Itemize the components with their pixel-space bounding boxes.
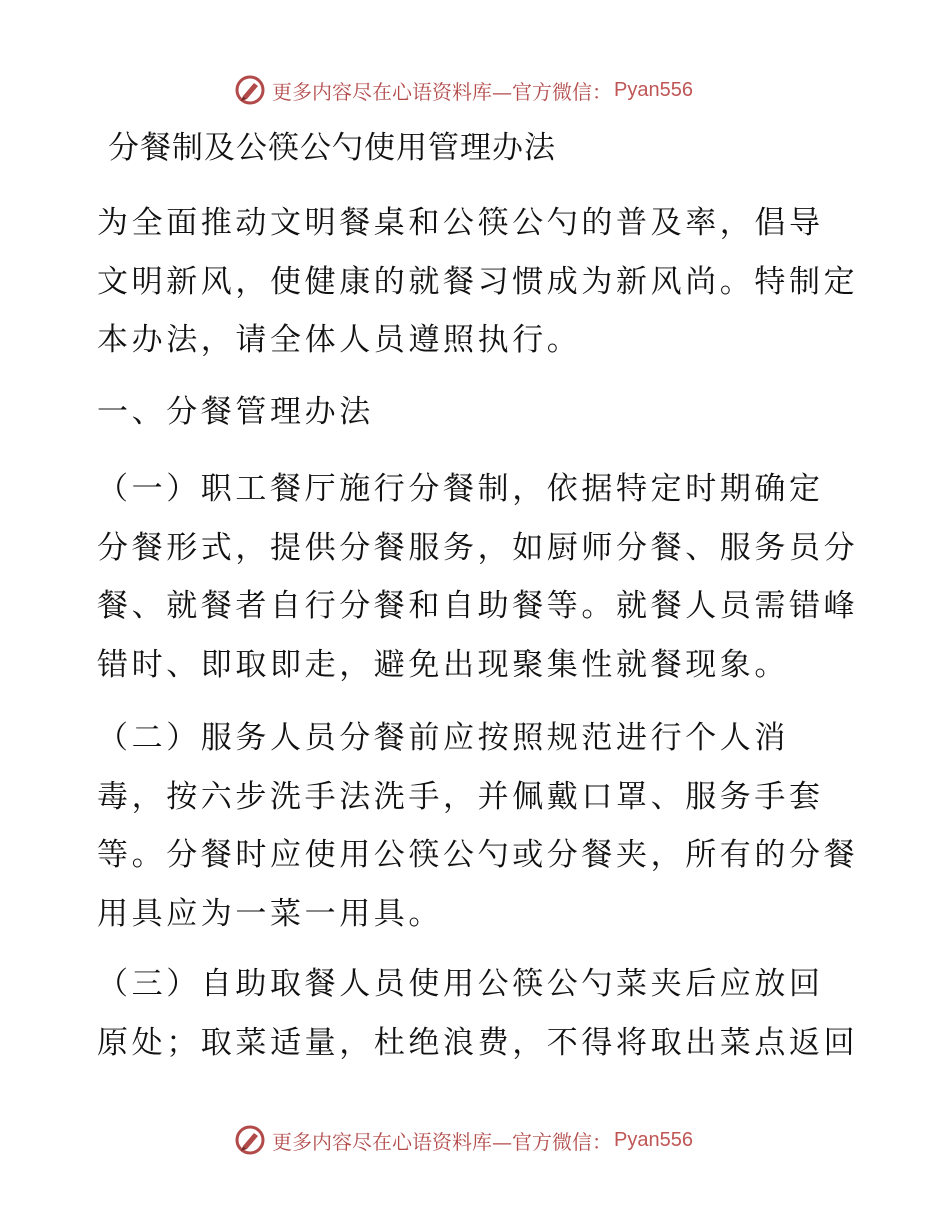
clause-line: （二）服务人员分餐前应按照规范进行个人消 xyxy=(97,720,789,756)
section-heading-text: 一、分餐管理办法 xyxy=(97,394,374,430)
clause-line: （一）职工餐厅施行分餐制，依据特定时期确定 xyxy=(97,471,824,507)
watermark-text: 更多内容尽在心语资料库—官方微信： xyxy=(272,79,612,104)
intro-paragraph xyxy=(97,194,857,370)
clause-paragraph-1 xyxy=(97,460,857,694)
clause-line: 餐、就餐者自行分餐和自助餐等。就餐人员需错峰 xyxy=(97,588,859,624)
watermark-text: 更多内容尽在心语资料库—官方微信： xyxy=(272,1129,612,1154)
clause-line: （三）自助取餐人员使用公筷公勺菜夹后应放回 xyxy=(97,966,824,1002)
watermark-header xyxy=(234,72,693,108)
watermark-handle: Pyan556 xyxy=(614,78,693,101)
section-heading xyxy=(97,383,857,442)
intro-line: 文明新风，使健康的就餐习惯成为新风尚。特制定 xyxy=(97,263,859,300)
pen-logo-icon xyxy=(234,74,266,106)
watermark-handle: Pyan556 xyxy=(614,1128,693,1151)
clause-line: 原处；取菜适量，杜绝浪费，不得将取出菜点返回 xyxy=(97,1024,859,1061)
clause-paragraph-2 xyxy=(97,709,857,943)
clause-line: 分餐形式，提供分餐服务，如厨师分餐、服务员分 xyxy=(97,529,859,566)
clause-line: 毒，按六步洗手法洗手，并佩戴口罩、服务手套 xyxy=(97,778,824,815)
watermark-footer xyxy=(234,1122,693,1158)
clause-line: 错时、即取即走，避免出现聚集性就餐现象。 xyxy=(97,646,789,683)
document-title: 分餐制及公筷公勺使用管理办法 xyxy=(108,130,556,166)
pen-logo-icon xyxy=(234,1124,266,1156)
intro-line: 本办法，请全体人员遵照执行。 xyxy=(97,322,582,358)
clause-line: 用具应为一菜一用具。 xyxy=(97,895,443,932)
intro-line: 为全面推动文明餐桌和公筷公勺的普及率，倡导 xyxy=(97,205,824,241)
clause-line: 等。分餐时应使用公筷公勺或分餐夹，所有的分餐 xyxy=(97,837,859,873)
clause-paragraph-3 xyxy=(97,955,857,1072)
